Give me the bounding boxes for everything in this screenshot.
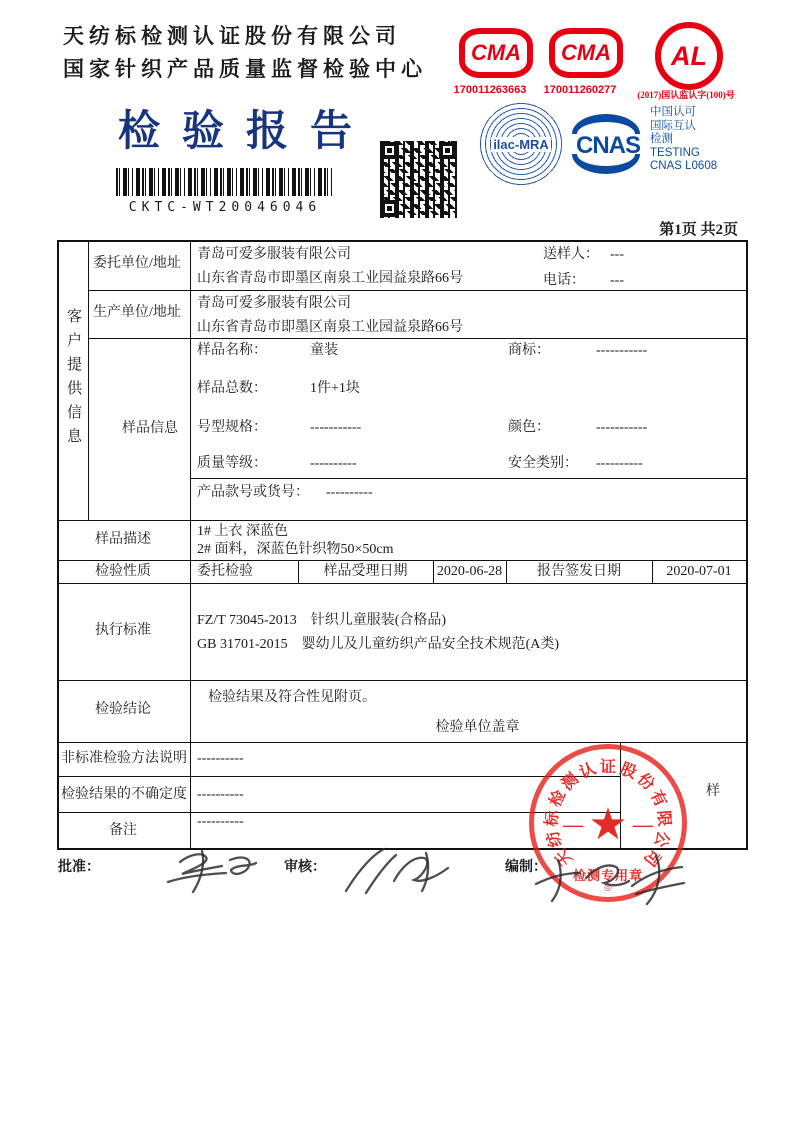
report-title: 检验报告 [118,109,375,155]
cma2-number: 170011260277 [543,84,617,96]
sender-label: 送样人： [543,247,599,262]
nonstandard-value: ---------- [197,751,244,766]
qr-finder-icon [381,142,398,159]
entrust-unit-name: 青岛可爱多服装有限公司 [197,247,351,262]
entrust-unit-label: 委托单位/地址 [93,256,181,271]
producer-unit-address: 山东省青岛市即墨区南泉工业园益泉路66号 [197,320,463,335]
trademark-value: ----------- [596,343,648,358]
sample-name-value: 童装 [310,343,338,358]
entrust-unit-address: 山东省青岛市即墨区南泉工业园益泉路66号 [197,271,463,286]
ilac-mra-label: ilac-MRA [493,136,549,152]
cal-caption: (2017)国认监认字(100)号 [637,90,735,100]
page-info: 第1页 共2页 [659,222,738,238]
receive-date-value: 2020-06-28 [436,564,503,579]
inspection-center-name: 国家针织产品质量监督检验中心 [63,57,427,81]
sample-cell-label: 样 [706,784,720,799]
color-label: 颜色： [508,420,550,435]
spec-label: 号型规格： [197,420,267,435]
phone-label: 电话： [543,273,585,288]
cnas-icon [569,114,647,174]
product-no-label: 产品款号或货号： [197,485,309,500]
cnas-caption-line: 国际互认 [650,119,696,132]
inspection-type-value: 委托检验 [197,564,253,579]
barcode [116,168,332,196]
sample-desc-label: 样品描述 [95,532,151,547]
cma-mark-icon: CMA [459,28,533,78]
nonstandard-label: 非标准检验方法说明 [61,751,187,766]
company-seal-stamp: 天 纺 标 检 测 认 证 股 份 有 限 公 司 — ★ — 检测专用章 ◎ [529,744,687,902]
issue-date-label: 报告签发日期 [537,564,621,579]
prepare-label: 编制： [505,860,547,875]
cnas-caption-line: 检测 [650,133,673,145]
cnas-caption-line: TESTING [650,146,700,159]
cnas-caption-line: 中国认可 [650,106,696,118]
sample-qty-value: 1件+1块 [310,381,360,396]
safety-label: 安全类别： [508,456,578,471]
sample-desc-line1: 1# 上衣 深蓝色 [197,524,288,539]
approve-signature [150,846,270,900]
conclusion-label: 检验结论 [95,702,151,717]
uncertainty-label: 检验结果的不确定度 [61,787,187,802]
issue-date-value: 2020-07-01 [666,564,732,579]
client-info-side-cell [59,240,88,520]
phone-value: --- [610,273,624,288]
safety-value: ---------- [596,456,643,471]
producer-unit-label: 生产单位/地址 [93,305,181,320]
qr-finder-icon [439,142,456,159]
cnas-top-arc [572,114,640,134]
sample-name-label: 样品名称： [197,343,267,358]
receive-date-label: 样品受理日期 [323,564,408,579]
approve-label: 批准： [58,860,100,875]
remark-label: 备注 [109,823,137,838]
cma-mark-icon: CMA [549,28,623,78]
cal-mark-icon: AL [655,22,723,90]
cnas-bottom-arc [572,154,640,174]
inspection-type-label: 检验性质 [95,564,151,579]
spec-value: ----------- [310,420,362,435]
uncertainty-value: ---------- [197,787,244,802]
producer-unit-name: 青岛可爱多服装有限公司 [197,296,351,311]
ilac-mra-icon [479,102,563,186]
stamp-dash: — [563,813,584,836]
sample-qty-label: 样品总数： [197,381,267,396]
stamp-sub-mark: ◎ [604,882,612,892]
qr-finder-icon [381,200,398,217]
review-label: 审核： [284,860,326,875]
cnas-caption [650,106,717,174]
trademark-label: 商标： [508,343,550,358]
remark-value: ---------- [197,814,244,829]
qr-code [380,141,457,218]
star-icon: ★ [588,800,628,849]
grade-value: ---------- [310,456,357,471]
stamp-caption: 检测专用章 [572,868,643,883]
cma1-number: 170011263663 [453,84,527,96]
color-value: ----------- [596,420,648,435]
standard-line1: FZ/T 73045-2013 针织儿童服装(合格品) [197,613,447,628]
sample-info-label: 样品信息 [122,421,178,436]
company-name: 天纺标检测认证股份有限公司 [63,24,401,48]
grade-label: 质量等级： [197,456,267,471]
stamp-star-row [534,800,682,849]
barcode-text: CKTC-WT20046046 [128,200,322,215]
sender-value: --- [610,247,624,262]
standard-line2: GB 31701-2015 婴幼儿及儿童纺织产品安全技术规范(A类) [197,637,560,652]
standard-label: 执行标准 [95,623,151,638]
stamp-dash: — [632,813,653,836]
cnas-caption-line: CNAS L0608 [650,160,718,172]
cnas-label: CNAS [575,132,640,159]
conclusion-value: 检验结果及符合性见附页。 [208,690,376,705]
seal-caption: 检验单位盖章 [435,720,520,735]
prepare-signature [528,848,696,908]
sample-desc-line2: 2# 面料，深蓝色针织物50×50cm [197,542,394,557]
product-no-value: ---------- [326,485,373,500]
review-signature [330,843,470,901]
client-info-side-label: 客户提供信息 [65,308,81,452]
